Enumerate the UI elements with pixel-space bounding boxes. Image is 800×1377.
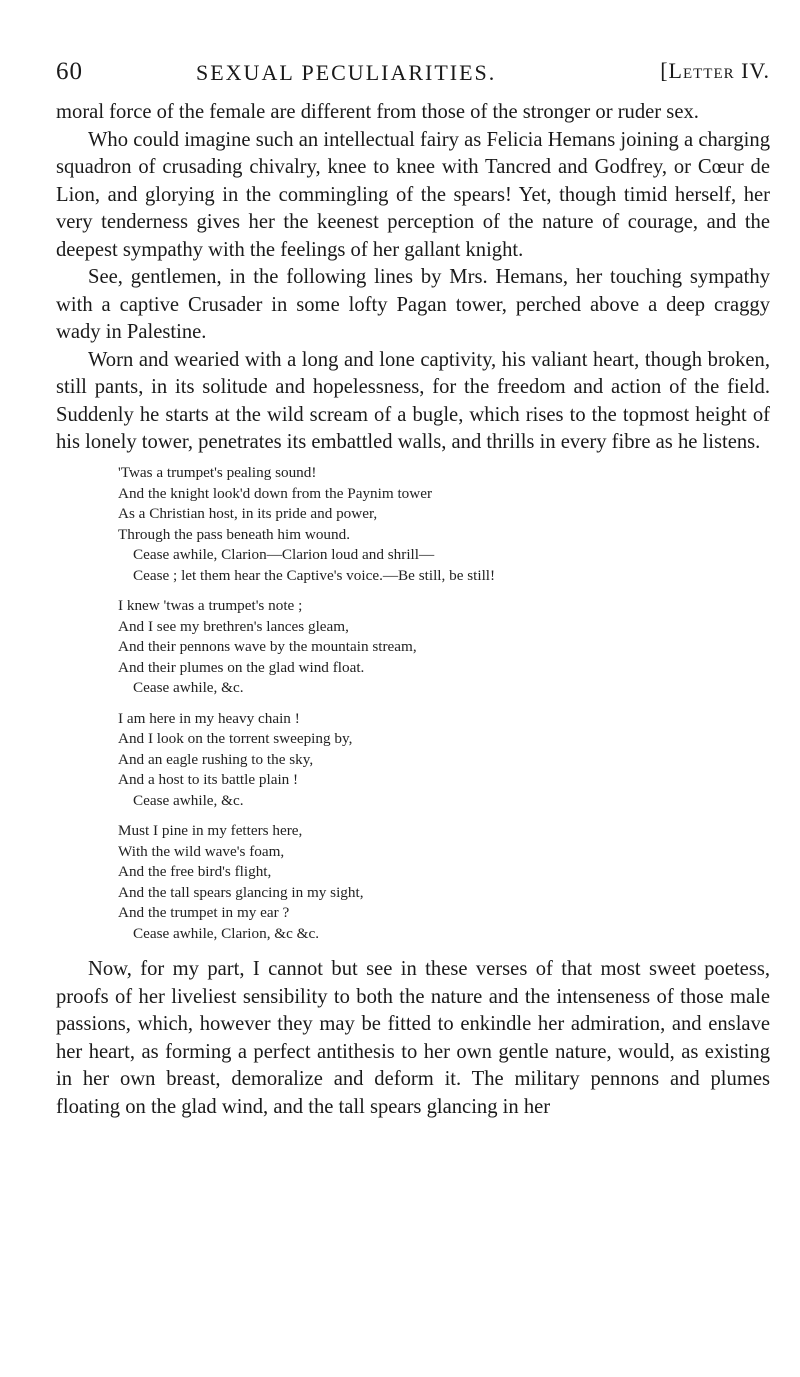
poem-line: And the tall spears glancing in my sight, xyxy=(118,883,364,901)
poem-line: With the wild wave's foam, xyxy=(118,842,285,860)
poem-line: And the free bird's flight, xyxy=(118,863,272,880)
poem-line: As a Christian host, in its pride and power, xyxy=(118,505,378,522)
poem-line: And their pennons wave by the mountain stream, xyxy=(118,638,417,655)
running-title: SEXUAL PECULIARITIES. xyxy=(196,60,497,85)
poem-refrain: Cease awhile, &c. xyxy=(133,791,244,809)
poem-refrain: Cease awhile, Clarion—Clarion loud and shrill— xyxy=(133,546,435,563)
paragraph: moral force of the female are different from those of the stronger or ruder sex. xyxy=(56,101,699,123)
poem-line: 'Twas a trumpet's pealing sound! xyxy=(118,464,317,481)
poem-refrain: Cease awhile, &c. xyxy=(133,679,244,696)
poem-quotation xyxy=(118,463,758,954)
paragraph: Worn and wearied with a long and lone captivity, his valiant heart, though broken, still pants, in its solitude and hopelessness, for the freedom and action of the field. Suddenly he starts at the wild scream of a bugle, which rises to the topmost height of his lonely tower, penetrates its embattled walls, and thrills in every fibre as he listens. xyxy=(56,348,770,453)
stanza xyxy=(118,821,758,944)
paragraph: Who could imagine such an intellectual fairy as Felicia Hemans joining a charging squadron of crusading chivalry, knee to knee with Tancred and Godfrey, or Cœur de Lion, and glorying in the commingling of the spears! Yet, though timid herself, her very tenderness gives her the keenest perception of the nature of courage, and the deepest sympathy with the feelings of her gallant knight. xyxy=(56,128,770,261)
letter-marker: [Letter IV. xyxy=(660,58,770,83)
poem-line: And an eagle rushing to the sky, xyxy=(118,750,314,768)
poem-line: And the trumpet in my ear ? xyxy=(118,904,290,921)
running-head xyxy=(56,58,770,98)
poem-line: And the knight look'd down from the Paynim tower xyxy=(118,484,433,502)
poem-line: Through the pass beneath him wound. xyxy=(118,525,350,543)
poem-line: And I see my brethren's lances gleam, xyxy=(118,617,349,635)
stanza xyxy=(118,463,758,586)
paragraph: See, gentlemen, in the following lines by Mrs. Hemans, her touching sympathy with a captive Crusader in some lofty Pagan tower, perched above a deep craggy wady in Palestine. xyxy=(56,266,770,343)
poem-line: And I look on the torrent sweeping by, xyxy=(118,730,353,747)
prose-after-poem xyxy=(56,956,770,1121)
poem-line: Must I pine in my fetters here, xyxy=(118,822,303,839)
poem-line: And a host to its battle plain ! xyxy=(118,771,299,788)
page-number: 60 xyxy=(56,58,83,85)
stanza xyxy=(118,709,758,812)
poem-line: I am here in my heavy chain ! xyxy=(118,709,300,727)
poem-refrain: Cease awhile, Clarion, &c &c. xyxy=(133,924,319,942)
poem-line: And their plumes on the glad wind float. xyxy=(118,658,365,676)
poem-refrain: Cease ; let them hear the Captive's voice.—Be still, be still! xyxy=(133,566,496,584)
paragraph: Now, for my part, I cannot but see in these verses of that most sweet poetess, proofs of her liveliest sensibility to both the nature and the intenseness of those male passions, which, however they may be fitted to enkindle her admiration, and enslave her heart, as forming a perfect antithesis to her own gentle nature, would, as existing in her own breast, demoralize and deform it. The military pennons and plumes floating on the glad wind, and the tall spears glancing in her xyxy=(56,958,770,1118)
prose-before-poem xyxy=(56,99,770,457)
poem-line: I knew 'twas a trumpet's note ; xyxy=(118,597,303,614)
stanza xyxy=(118,596,758,699)
